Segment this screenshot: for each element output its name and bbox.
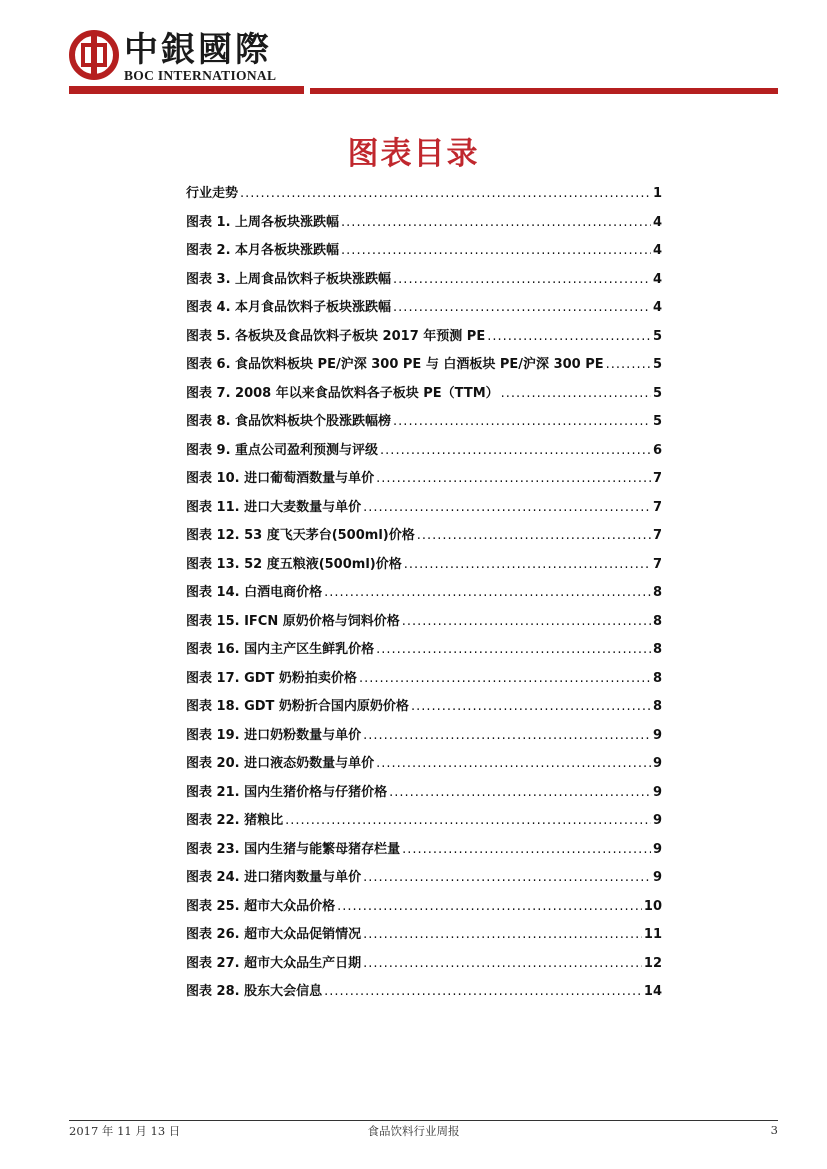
toc-entry[interactable] [186, 807, 662, 836]
toc-entry[interactable] [186, 180, 662, 209]
toc-dot-leader [363, 921, 642, 950]
toc-entry-page: 14 [643, 984, 662, 999]
toc-dot-leader [411, 693, 651, 722]
toc-dot-leader [285, 807, 651, 836]
toc-dot-leader [376, 750, 651, 779]
toc-dot-leader [402, 836, 651, 865]
toc-entry-label: 图表 28. 股东大会信息 [186, 984, 323, 999]
toc-entry-label: 图表 18. GDT 奶粉折合国内原奶价格 [186, 699, 409, 714]
toc-entry[interactable] [186, 209, 662, 238]
toc-entry-label: 图表 3. 上周食品饮料子板块涨跌幅 [186, 271, 392, 287]
footer-date: 2017 年 11 月 13 日 [69, 1124, 181, 1138]
toc-dot-leader [324, 978, 642, 1007]
toc-entry[interactable] [186, 579, 662, 608]
toc-entry-label: 图表 8. 食品饮料板块个股涨跌幅榜 [186, 414, 392, 429]
toc-entry-page: 7 [652, 528, 662, 543]
toc-entry[interactable] [186, 608, 662, 637]
toc-entry-label: 图表 25. 超市大众品价格 [186, 898, 336, 914]
toc-dot-leader [404, 551, 651, 580]
toc-dot-leader [363, 722, 651, 751]
brand-name-english: BOC INTERNATIONAL [124, 68, 277, 83]
toc-entry[interactable] [186, 722, 662, 751]
toc-entry-label: 图表 19. 进口奶粉数量与单价 [186, 727, 362, 743]
toc-entry-label: 图表 21. 国内生猪价格与仔猪价格 [186, 784, 388, 800]
toc-entry-label: 图表 16. 国内主产区生鲜乳价格 [186, 642, 375, 657]
header-rule-left [69, 86, 304, 94]
toc-entry-page: 9 [652, 784, 662, 800]
toc-entry-page: 11 [643, 927, 662, 942]
toc-dot-leader [376, 636, 651, 665]
page-title: 图表目录 [347, 136, 480, 172]
toc-entry[interactable] [186, 522, 662, 551]
toc-dot-leader [417, 522, 651, 551]
toc-dot-leader [501, 380, 651, 409]
toc-entry-label: 图表 2. 本月各板块涨跌幅 [186, 243, 340, 258]
toc-entry[interactable] [186, 978, 662, 1007]
toc-entry-label: 图表 23. 国内生猪与能繁母猪存栏量 [186, 841, 401, 857]
toc-entry[interactable] [186, 494, 662, 523]
toc-dot-leader [363, 864, 651, 893]
toc-dot-leader [606, 351, 651, 380]
toc-dot-leader [324, 579, 651, 608]
toc-entry[interactable] [186, 921, 662, 950]
toc-entry-label: 图表 26. 超市大众品促销情况 [186, 927, 362, 942]
toc-entry[interactable] [186, 380, 662, 409]
toc-entry[interactable] [186, 465, 662, 494]
toc-dot-leader [359, 665, 651, 694]
toc-dot-leader [380, 437, 651, 466]
toc-entry-page: 6 [652, 442, 662, 458]
toc-dot-leader [341, 237, 651, 266]
toc-entry-label: 图表 27. 超市大众品生产日期 [186, 955, 362, 971]
toc-entry-page: 4 [652, 243, 662, 258]
toc-entry[interactable] [186, 950, 662, 979]
toc-entry[interactable] [186, 266, 662, 295]
toc-entry[interactable] [186, 836, 662, 865]
toc-entry-page: 5 [652, 328, 662, 344]
toc-entry[interactable] [186, 750, 662, 779]
toc-entry-label: 行业走势 [186, 186, 239, 201]
toc-entry[interactable] [186, 351, 662, 380]
toc-entry-page: 7 [652, 471, 662, 486]
toc-entry[interactable] [186, 636, 662, 665]
toc-entry-page: 8 [652, 699, 662, 714]
toc-entry-page: 9 [652, 813, 662, 828]
toc-entry[interactable] [186, 237, 662, 266]
toc-entry[interactable] [186, 779, 662, 808]
toc-entry-page: 9 [652, 870, 662, 885]
toc-entry-label: 图表 17. GDT 奶粉拍卖价格 [186, 670, 357, 686]
toc-entry-label: 图表 4. 本月食品饮料子板块涨跌幅 [186, 300, 392, 315]
toc-entry-page: 4 [652, 214, 662, 230]
toc-dot-leader [389, 779, 651, 808]
toc-entry-page: 9 [652, 841, 662, 857]
toc-entry-label: 图表 6. 食品饮料板块 PE/沪深 300 PE 与 白酒板块 PE/沪深 300 PE [186, 357, 604, 372]
toc-entry-label: 图表 22. 猪粮比 [186, 813, 284, 828]
table-of-figures [186, 180, 662, 1007]
toc-entry-page: 8 [652, 613, 662, 629]
toc-dot-leader [363, 950, 642, 979]
toc-entry-label: 图表 12. 53 度飞天茅台(500ml)价格 [186, 528, 415, 543]
boc-logo-icon [69, 30, 119, 80]
toc-entry-page: 1 [652, 186, 662, 201]
toc-dot-leader [402, 608, 651, 637]
toc-dot-leader [393, 408, 651, 437]
toc-entry[interactable] [186, 551, 662, 580]
toc-entry-page: 4 [652, 300, 662, 315]
toc-entry-label: 图表 14. 白酒电商价格 [186, 585, 323, 600]
toc-entry-page: 5 [652, 357, 662, 372]
toc-entry-page: 9 [652, 756, 662, 771]
brand-name-chinese: 中銀國際 [124, 30, 272, 70]
toc-entry[interactable] [186, 408, 662, 437]
toc-entry-page: 5 [652, 385, 662, 401]
toc-entry[interactable] [186, 864, 662, 893]
toc-dot-leader [393, 266, 651, 295]
toc-entry-page: 12 [643, 955, 662, 971]
toc-entry-label: 图表 15. IFCN 原奶价格与饲料价格 [186, 613, 400, 629]
toc-entry[interactable] [186, 693, 662, 722]
toc-entry-label: 图表 7. 2008 年以来食品饮料各子板块 PE（TTM） [186, 385, 499, 401]
toc-entry-label: 图表 5. 各板块及食品饮料子板块 2017 年预测 PE [186, 328, 486, 344]
toc-dot-leader [337, 893, 642, 922]
toc-dot-leader [393, 294, 651, 323]
toc-entry-page: 8 [652, 642, 662, 657]
toc-entry-page: 10 [643, 898, 662, 914]
toc-entry[interactable] [186, 437, 662, 466]
toc-entry[interactable] [186, 665, 662, 694]
toc-entry-page: 5 [652, 414, 662, 429]
header-rule-right [310, 88, 778, 94]
toc-entry-label: 图表 11. 进口大麦数量与单价 [186, 499, 362, 515]
toc-entry[interactable] [186, 294, 662, 323]
toc-entry-label: 图表 20. 进口液态奶数量与单价 [186, 756, 375, 771]
footer-divider [69, 1120, 778, 1121]
toc-entry-page: 7 [652, 499, 662, 515]
toc-entry-label: 图表 24. 进口猪肉数量与单价 [186, 870, 362, 885]
toc-entry-page: 9 [652, 727, 662, 743]
toc-entry[interactable] [186, 893, 662, 922]
toc-entry-page: 8 [652, 670, 662, 686]
toc-dot-leader [240, 180, 651, 209]
toc-entry[interactable] [186, 323, 662, 352]
toc-entry-label: 图表 10. 进口葡萄酒数量与单价 [186, 471, 375, 486]
toc-dot-leader [341, 209, 651, 238]
toc-entry-label: 图表 9. 重点公司盈利预测与评级 [186, 442, 379, 458]
toc-dot-leader [363, 494, 651, 523]
toc-entry-label: 图表 13. 52 度五粮液(500ml)价格 [186, 556, 402, 572]
footer-report-name: 食品饮料行业周报 [367, 1124, 460, 1138]
toc-entry-page: 8 [652, 585, 662, 600]
toc-dot-leader [487, 323, 651, 352]
page-header [0, 0, 827, 100]
toc-entry-label: 图表 1. 上周各板块涨跌幅 [186, 214, 340, 230]
toc-dot-leader [376, 465, 651, 494]
footer-page-number: 3 [770, 1123, 778, 1137]
toc-entry-page: 7 [652, 556, 662, 572]
toc-entry-page: 4 [652, 271, 662, 287]
